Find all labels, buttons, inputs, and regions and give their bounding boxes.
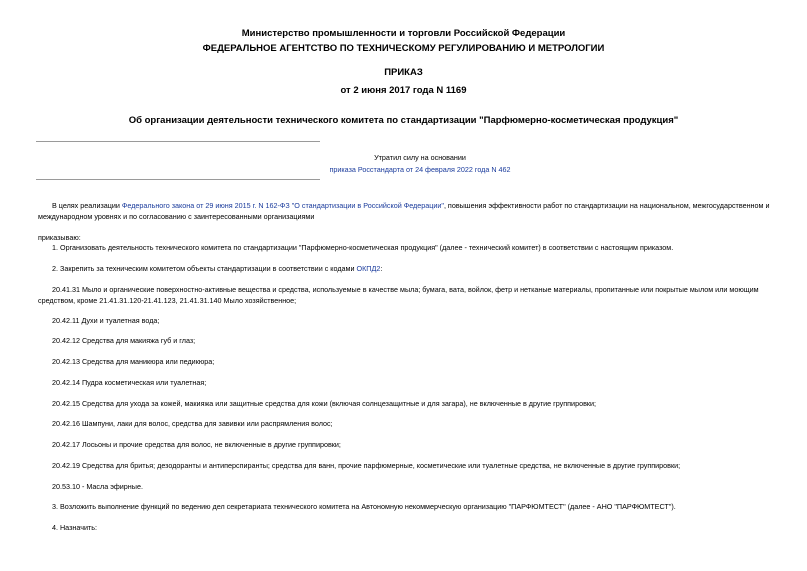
- repeal-order-link[interactable]: приказа Росстандарта от 24 февраля 2022 года N 462: [329, 165, 511, 174]
- ministry-name: Министерство промышленности и торговли Российской Федерации: [241, 28, 566, 39]
- code-item: 20.42.12 Средства для макияжа губ и глаз;: [52, 336, 196, 345]
- document-title: Об организации деятельности технического комитета по стандартизации "Парфюмерно-косметическая продукция": [128, 115, 679, 126]
- status-rule-top: [36, 141, 320, 142]
- okpd2-link[interactable]: ОКПД2: [356, 264, 381, 273]
- document-type: ПРИКАЗ: [384, 67, 423, 78]
- preamble: [38, 200, 770, 222]
- code-item: 20.53.10 - Масла эфирные.: [52, 482, 143, 491]
- agency-name: ФЕДЕРАЛЬНОЕ АГЕНТСТВО ПО ТЕХНИЧЕСКОМУ РЕГУЛИРОВАНИЮ И МЕТРОЛОГИИ: [202, 43, 605, 54]
- item-4: 4. Назначить:: [52, 523, 97, 532]
- item-2-suffix: :: [380, 264, 383, 273]
- code-item: 20.42.16 Шампуни, лаки для волос, средства для завивки или распрямления волос;: [52, 419, 333, 428]
- order-word: приказываю:: [38, 233, 81, 242]
- status-note: [220, 164, 620, 175]
- status-text: Утратил силу на основании: [374, 153, 466, 162]
- document-date-number: от 2 июня 2017 года N 1169: [340, 85, 467, 96]
- code-item: 20.42.15 Средства для ухода за кожей, макияжа или защитные средства для кожи (включая солнцезащитные и для загара), не включенные в другие группировки;: [52, 399, 597, 408]
- code-item: 20.42.17 Лосьоны и прочие средства для волос, не включенные в другие группировки;: [52, 440, 341, 449]
- item-1: 1. Организовать деятельность технического комитета по стандартизации "Парфюмерно-косметическая продукция" (далее - технический комитет) в соответствии с настоящим приказом.: [52, 243, 674, 252]
- item-3: 3. Возложить выполнение функций по ведению дел секретариата технического комитета на Автономную некоммерческую организацию "ПАРФЮМТЕСТ" (далее - АНО "ПАРФЮМТЕСТ").: [52, 502, 676, 511]
- status-rule-bottom: [36, 179, 320, 180]
- code-item: 20.42.19 Средства для бритья; дезодоранты и антиперспиранты; средства для ванн, прочие парфюмерные, косметические или туалетные средства, не включенные в другие группировки;: [52, 461, 681, 470]
- code-item: 20.42.14 Пудра косметическая или туалетная;: [52, 378, 207, 387]
- preamble-prefix: В целях реализации: [52, 201, 122, 210]
- code-item: 20.41.31 Мыло и органические поверхностно-активные вещества и средства, используемые в качестве мыла; бумага, вата, войлок, фетр и нетканые материалы, пропитанные или покрытые мылом или моющим средством, кроме 21.41.31.120-21.41.123, 21.41.31.140 Мыло хозяйственное;: [38, 285, 759, 305]
- code-item: 20.42.11 Духи и туалетная вода;: [52, 316, 160, 325]
- code-item: 20.42.13 Средства для маникюра или педикюра;: [52, 357, 215, 366]
- preamble-suffix: , повышения эффективности работ по стандартизации на национальном, межгосударственном и международном уровнях и по согласованию с заинтересованными организациями: [38, 201, 770, 221]
- item-2: [38, 263, 770, 274]
- item-2-prefix: 2. Закрепить за техническим комитетом объекты стандартизации в соответствии с кодами: [52, 264, 357, 273]
- federal-law-link[interactable]: Федерального закона от 29 июня 2015 г. N 162-ФЗ "О стандартизации в Российской Федерации": [121, 201, 444, 210]
